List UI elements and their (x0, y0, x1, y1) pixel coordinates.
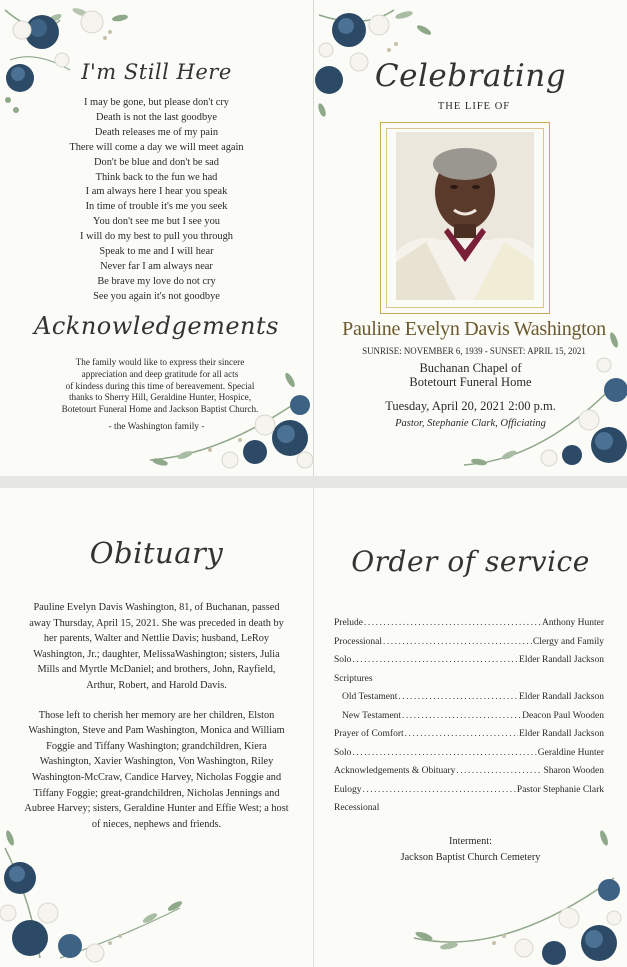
program-item-label: Prayer of Comfort (334, 729, 404, 740)
poem-line: You don't see me but I see you (93, 216, 220, 228)
program-item (334, 614, 604, 633)
poem-line: Be brave my love do not cry (97, 275, 216, 287)
poem-panel (0, 0, 313, 476)
program-item-label: New Testament (342, 710, 402, 721)
program-item-person: Deacon Paul Wooden (522, 710, 604, 721)
obituary-paragraph: Pauline Evelyn Davis Washington, 81, of Buchanan, passed away Thursday, April 15, 2021. She was preceded in death by her parents, Walter and Nettlie Davis; husband, LeRoy Washington, Jr.; daughter, MelissaWashington; sisters, Julia Mills and Myrtle McDaniel; and brothers, John, Rayfield, Arthur, Robert, and Harold Davis. (29, 602, 284, 691)
poem-title: I'm Still Here (81, 60, 232, 84)
obituary-body (24, 600, 289, 846)
program-item-person: Clergy and Family (532, 636, 604, 647)
program-item-label: Recessional (334, 803, 380, 814)
program-item-person: Elder Randall Jackson (519, 655, 604, 666)
leader-dots (383, 637, 532, 647)
order-of-service-list (334, 614, 604, 818)
venue-line: Buchanan Chapel of (419, 361, 522, 375)
program-item-label: Processional (334, 636, 383, 647)
service-venue (314, 362, 627, 389)
poem-body (0, 96, 313, 305)
program-item-person: Pastor Stephanie Clark (516, 784, 604, 795)
acknowledgements-body (50, 357, 270, 416)
program-item (334, 670, 604, 689)
acknowledgements-signature: - the Washington family - (108, 422, 205, 432)
program-item (334, 651, 604, 670)
program-item-person: Sharon Wooden (543, 766, 604, 777)
ack-line: appreciation and deep gratitude for all acts (81, 368, 239, 379)
ack-line: The family would like to express their sincere (75, 357, 245, 367)
leader-dots (352, 748, 536, 758)
poem-line: In time of trouble it's me you seek (85, 201, 228, 213)
program-item-person: Anthony Hunter (541, 618, 604, 629)
poem-line: Death releases me of my pain (94, 126, 219, 138)
page-fold-gap (0, 476, 627, 488)
program-item-label: Scriptures (334, 673, 373, 684)
program-item-label: Old Testament (342, 692, 398, 703)
cover-subtitle: THE LIFE OF (437, 101, 511, 112)
interment-place: Jackson Baptist Church Cemetery (400, 852, 541, 863)
order-of-service-panel (314, 488, 627, 967)
ack-line: Botetourt Funeral Home and Jackson Baptist Church. (61, 404, 259, 415)
venue-line: Botetourt Funeral Home (409, 374, 532, 389)
poem-line: See you again it's not goodbye (93, 290, 220, 302)
order-of-service-title: Order of service (351, 545, 590, 578)
program-item-label: Solo (334, 747, 352, 758)
program-item-label: Prelude (334, 618, 364, 629)
program-item-person: Elder Randall Jackson (519, 692, 604, 703)
program-item (334, 688, 604, 707)
cover-panel (314, 0, 627, 476)
life-dates: SUNRISE: NOVEMBER 6, 1939 - SUNSET: APRIL 15, 2021 (362, 346, 586, 356)
program-item (334, 744, 604, 763)
program-item-label: Solo (334, 655, 352, 666)
program-item (334, 707, 604, 726)
obituary-panel (0, 488, 313, 967)
interment (314, 834, 627, 866)
floral-corner-icon (454, 320, 627, 476)
program-item (334, 762, 604, 781)
decedent-name: Pauline Evelyn Davis Washington (342, 318, 606, 340)
obituary-title: Obituary (89, 536, 224, 570)
ack-line: of kindess during this time of bereavement. Special (65, 380, 255, 391)
leader-dots (364, 618, 541, 628)
leader-dots (398, 692, 518, 702)
program-item (334, 799, 604, 818)
poem-line: Never far I am always near (100, 260, 213, 272)
program-item-label: Eulogy (334, 784, 362, 795)
program-item-person: Elder Randall Jackson (519, 729, 604, 740)
officiant: Pastor, Stephanie Clark, Officiating (395, 418, 546, 429)
poem-line: Death is not the last goodbye (96, 111, 217, 123)
poem-line: Speak to me and I will hear (99, 246, 214, 258)
leader-dots (402, 711, 521, 721)
poem-line: Don't be blue and don't be sad (94, 156, 219, 168)
leader-dots (362, 785, 515, 795)
program-item-person: Geraldine Hunter (537, 747, 604, 758)
cover-title: Celebrating (374, 58, 567, 94)
poem-line: I will do my best to pull you through (80, 231, 233, 243)
program-item (334, 781, 604, 800)
leader-dots (352, 655, 518, 665)
poem-line: Think back to the fun we had (95, 171, 218, 183)
program-item-label: Acknowledgements & Obituary (334, 766, 456, 777)
service-datetime: Tuesday, April 20, 2021 2:00 p.m. (385, 399, 556, 413)
portrait-photo (396, 132, 534, 300)
leader-dots (456, 766, 542, 776)
poem-line: I may be gone, but please don't cry (84, 97, 229, 108)
program-item (334, 725, 604, 744)
interment-label: Interment: (449, 836, 492, 847)
acknowledgements-title: Acknowledgements (34, 312, 279, 340)
leader-dots (405, 729, 518, 739)
poem-line: I am always here I hear you speak (85, 186, 228, 198)
obituary-paragraph: Those left to cherish her memory are her children, Elston Washington, Steve and Pam Washington, Monica and William Foggie and Tiffany Washington; grandchildren, Kiera Washington, Xavier Washington, Von Washington, Riley Washington-McCraw, Candice Harvey, Nicholas Foggie and Tiffany Foggie; great-grandchildren, Nicholas Jennings and Aubree Harvey; sisters, Geraldine Hunter and Effie West; a host of nieces, nephews and friends. (24, 709, 289, 830)
program-item (334, 633, 604, 652)
poem-line: There will come a day we will meet again (69, 141, 244, 153)
ack-line: thanks to Sherry Hill, Geraldine Hunter, Hospice, (68, 392, 252, 403)
